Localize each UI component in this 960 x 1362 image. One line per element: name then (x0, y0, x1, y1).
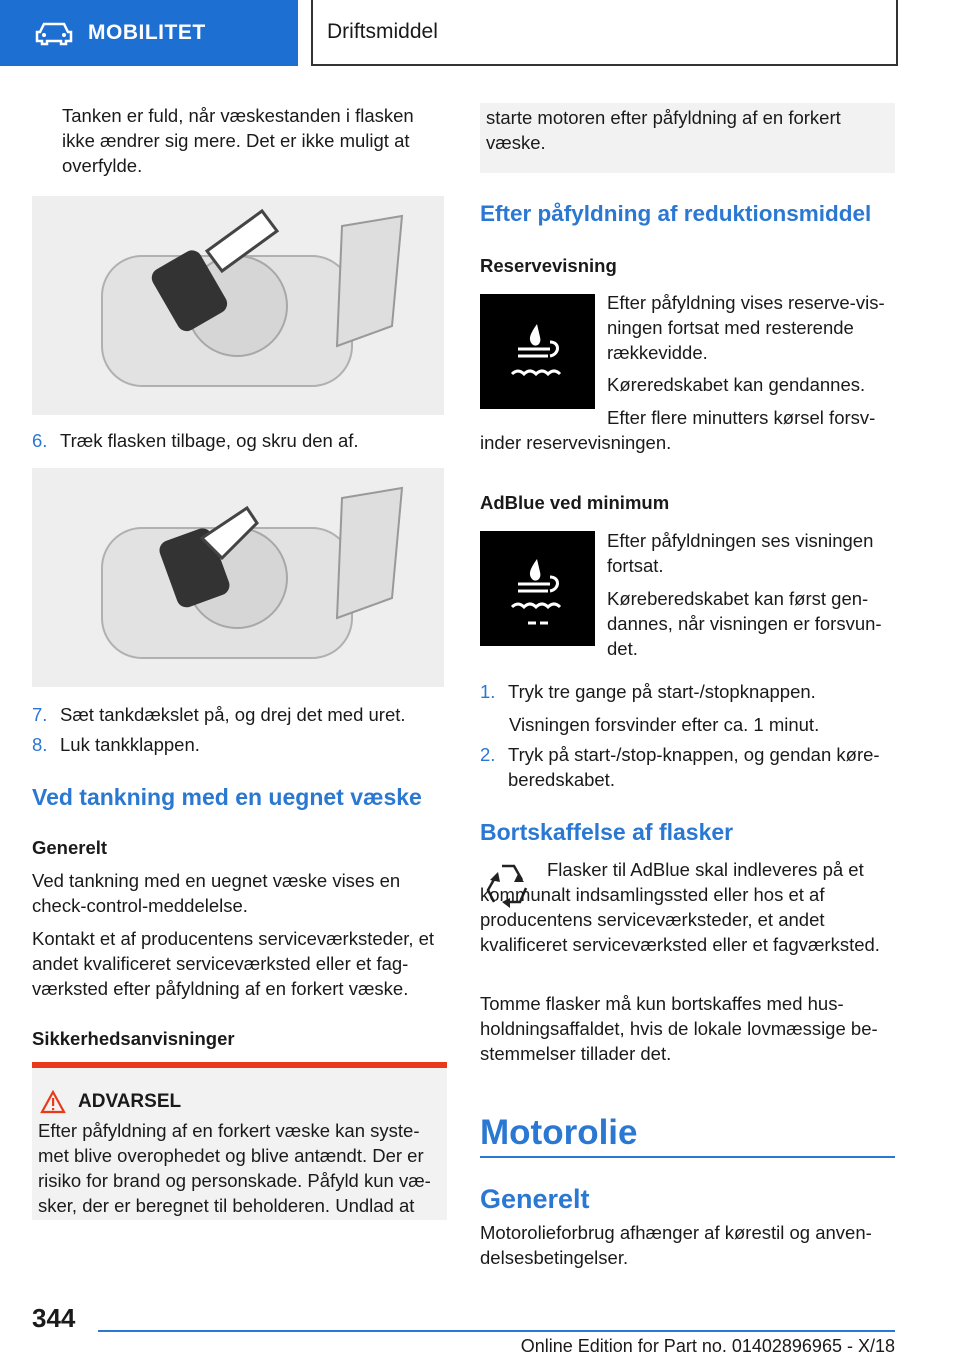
step-8 (32, 732, 447, 757)
footer-rule (98, 1330, 895, 1332)
general-paragraph-2: Kontakt et af producentens serviceværksteder, et andet kvalificeret serviceværksted eller et fagværksted efter påfyldning af en forkert væske. (32, 928, 435, 999)
page-number: 344 (32, 1303, 76, 1333)
disposal-paragraph-2: Tomme flasker må kun bortskaffes med husholdningsaffaldet, hvis de lokale lovmæssige bestemmelser tillader det. (480, 993, 878, 1064)
warning-bar (32, 1062, 447, 1068)
minimum-paragraph-2: Køreberedskabet kan først gendannes, når visningen er forsvundet. (607, 588, 882, 659)
general-paragraph-1: Ved tankning med en uegnet væske vises en check-control-meddelelse. (32, 870, 401, 916)
engine-oil-paragraph: Motorolieforbrug afhænger af kørestil og anvendelsesbetingelser. (480, 1222, 872, 1268)
section-tab[interactable] (0, 0, 298, 66)
step-text: Tryk på start-/stop-knappen, og gendan køreberedskabet. (508, 744, 880, 790)
adblue-minimum-icon (480, 531, 595, 646)
warning-triangle-icon (40, 1090, 66, 1114)
step-number: 2. (480, 744, 496, 765)
subheading-minimum: AdBlue ved minimum (480, 492, 670, 513)
heading-engine-oil: Motorolie (480, 1113, 638, 1152)
step-number: 6. (32, 430, 48, 451)
step-text: Luk tankklappen. (60, 734, 200, 755)
heading-disposal: Bortskaffelse af flasker (480, 819, 734, 845)
reserve-paragraph-1: Efter påfyldning vises reserve-visningen fortsat med resterende rækkevidde. (607, 292, 885, 363)
step-6 (32, 428, 447, 453)
heading-wrong-fluid: Ved tankning med en uegnet væske (32, 784, 422, 810)
figure-bottle-insert (32, 196, 444, 415)
warning-title: ADVARSEL (78, 1091, 182, 1112)
fuel-flap-illustration (32, 468, 444, 687)
adblue-reserve-icon (480, 294, 595, 409)
step-7 (32, 702, 447, 727)
step-2 (480, 742, 900, 792)
chapter-label: Driftsmiddel (327, 20, 438, 43)
step-1 (480, 679, 900, 704)
car-icon (34, 20, 74, 46)
subheading-reserve: Reservevisning (480, 255, 617, 276)
edition-note: Online Edition for Part no. 01402896965 - X/18 (520, 1336, 895, 1356)
subheading-general: Generelt (32, 837, 108, 858)
heading-rule (480, 1156, 895, 1158)
reserve-indicator-icon (480, 294, 595, 409)
step-1-note: Visningen forsvinder efter ca. 1 minut. (509, 714, 820, 735)
step-number: 7. (32, 704, 48, 725)
warning-continuation-text: starte motoren efter påfyldning af en forkert væske. (486, 107, 841, 153)
step-text: Sæt tankdækslet på, og drej det med uret. (60, 704, 406, 725)
disposal-paragraph-1: Flasker til AdBlue skal indleveres på et kommunalt indsamlingssted eller hos et af producentens serviceværksteder, et andet kvalificeret serviceværksted eller et fagværksted. (480, 859, 880, 955)
step-text: Tryk tre gange på start-/stopknappen. (508, 681, 816, 702)
warning-box (32, 1062, 447, 1220)
intro-paragraph: Tanken er fuld, når væskestanden i flasken ikke ændrer sig mere. Det er ikke muligt at overfylde. (62, 105, 414, 176)
figure-bottle-remove (32, 468, 444, 687)
reserve-paragraph-2: Køreredskabet kan gendannes. (607, 374, 866, 395)
warning-continuation-box (480, 103, 895, 173)
chapter-tab[interactable] (311, 0, 898, 66)
section-label: MOBILITET (88, 21, 206, 44)
warning-text: Efter påfyldning af en forkert væske kan systemet blive overophedet og blive antændt. Der er risiko for brand og personskade. Påfyld kun væsker, der er beregnet til beholderen. Undlad at (38, 1120, 431, 1216)
minimum-indicator-icon (480, 531, 595, 646)
heading-general: Generelt (480, 1184, 590, 1214)
subheading-safety: Sikkerhedsanvisninger (32, 1028, 235, 1049)
step-number: 1. (480, 681, 496, 702)
page-header (0, 0, 960, 68)
step-number: 8. (32, 734, 48, 755)
fuel-flap-illustration (32, 196, 444, 415)
minimum-paragraph-1: Efter påfyldningen ses visningen fortsat. (607, 530, 874, 576)
step-text: Træk flasken tilbage, og skru den af. (60, 430, 359, 451)
reserve-paragraph-3: Efter flere minutters kørsel forsvinder reservevisningen. (480, 407, 876, 453)
heading-after-refill: Efter påfyldning af reduktionsmiddel (480, 201, 872, 226)
